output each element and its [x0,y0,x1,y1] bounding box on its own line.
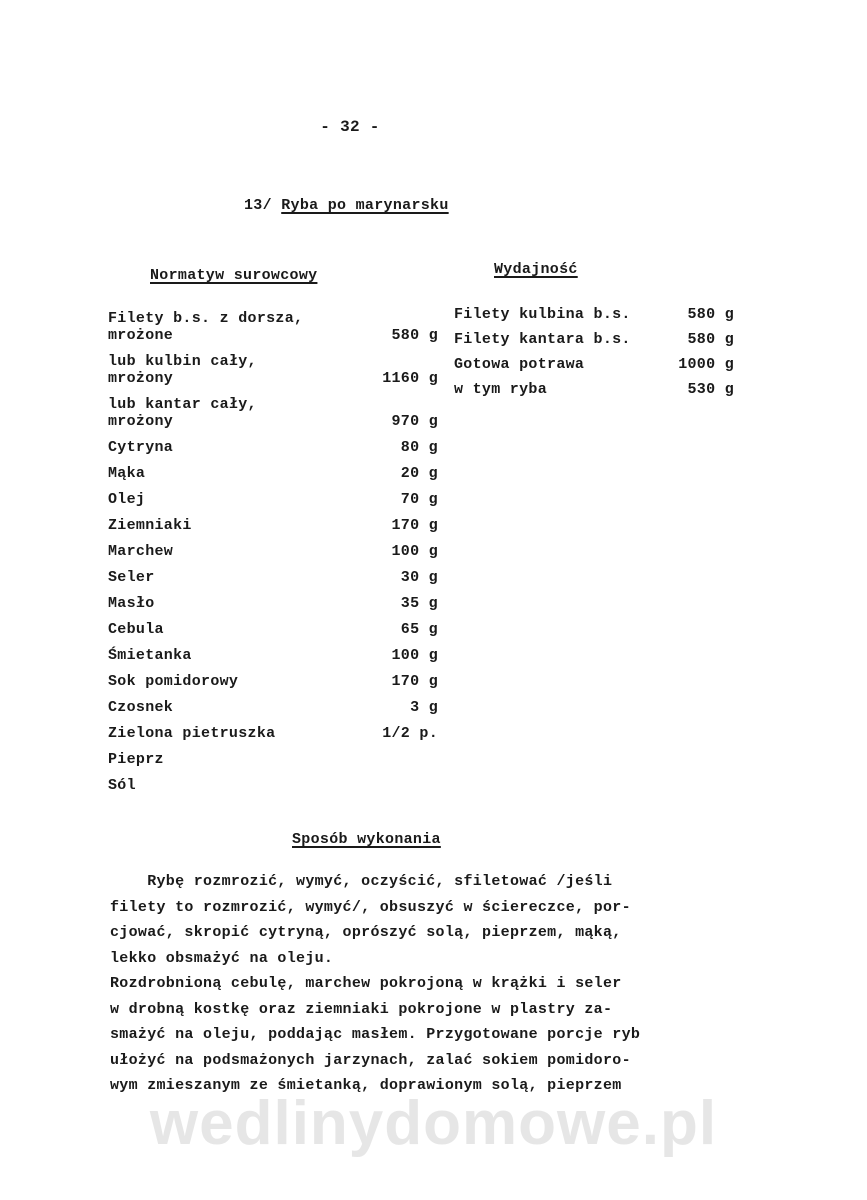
ingredient-amount: 35 g [400,595,438,612]
ingredient-name: Olej [108,491,146,508]
ingredient-row [108,621,438,638]
ingredient-amount: 170 g [391,517,438,534]
ingredient-name: Pieprz [108,751,164,768]
ingredient-row [108,569,438,586]
ingredient-amount: 100 g [391,543,438,560]
ingredient-row [108,517,438,534]
method-text [110,873,740,1103]
ingredient-amount: 80 g [400,439,438,456]
ingredient-amount: 3 g [410,699,438,716]
ingredient-amount: 1160 g [382,370,438,387]
ingredient-amount: 970 g [391,413,438,430]
ingredient-row [108,396,438,430]
ingredient-name: Sok pomidorowy [108,673,239,690]
ingredient-name: Masło [108,595,155,612]
ingredient-name: Zielona pietruszka [108,725,276,742]
ingredient-row [108,777,438,794]
recipe-number: 13/ [244,197,272,214]
ingredient-name: Czosnek [108,699,174,716]
ingredient-row [108,595,438,612]
ingredient-row [108,699,438,716]
yield-list [454,306,734,406]
yield-amount: 530 g [687,381,734,398]
ingredient-row [108,543,438,560]
watermark: wedlinydomowe.pl [149,1089,718,1158]
method-line: w drobną kostkę oraz ziemniaki pokrojone w plastry za- [110,1000,613,1018]
ingredient-name: Śmietanka [108,647,192,664]
yield-name: Filety kantara b.s. [454,331,631,348]
recipe-title [244,197,449,214]
ingredient-name: lub kulbin cały, mrożony [108,353,257,387]
ingredient-amount: 65 g [400,621,438,638]
ingredient-amount: 100 g [391,647,438,664]
yield-name: Gotowa potrawa [454,356,585,373]
yield-heading: Wydajność [494,261,578,278]
method-line: smażyć na oleju, poddając masłem. Przygotowane porcje ryb [110,1026,641,1043]
ingredient-row [108,647,438,664]
yield-row [454,306,734,323]
ingredient-name: Seler [108,569,155,586]
ingredient-name: Cebula [108,621,164,638]
yield-amount: 580 g [687,306,734,323]
ingredient-amount: 70 g [400,491,438,508]
ingredient-name: Mąka [108,465,146,482]
ingredient-row [108,673,438,690]
ingredient-row [108,310,438,344]
norm-heading: Normatyw surowcowy [150,267,318,284]
method-line: wym zmieszanym ze śmietanką, doprawionym solą, pieprzem [110,1077,622,1094]
ingredient-amount: 580 g [391,327,438,344]
recipe-name: Ryba po marynarsku [281,197,449,214]
ingredient-amount: 170 g [391,673,438,690]
ingredient-row [108,725,438,742]
page-number: - 32 - [320,118,380,136]
method-line: cjować, skropić cytryną, oprószyć solą, pieprzem, mąką, [110,924,622,941]
method-line: Rybę rozmrozić, wymyć, oczyścić, sfiletować /jeśli [110,873,613,890]
ingredient-name: Cytryna [108,439,174,456]
ingredient-name: lub kantar cały, mrożony [108,396,257,430]
ingredient-name: Filety b.s. z dorsza, mrożone [108,310,304,344]
yield-amount: 580 g [687,331,734,348]
ingredient-name: Ziemniaki [108,517,192,534]
ingredient-row [108,751,438,768]
ingredients-list [108,310,438,803]
ingredient-row [108,439,438,456]
method-heading: Sposób wykonania [292,831,441,848]
method-line: Rozdrobnioną cebulę, marchew pokrojoną w krążki i seler [110,975,622,992]
ingredient-amount: 20 g [400,465,438,482]
yield-row [454,356,734,373]
method-line: lekko obsmażyć na oleju. [110,949,334,967]
yield-amount: 1000 g [678,356,734,373]
yield-name: Filety kulbina b.s. [454,306,631,323]
ingredient-name: Marchew [108,543,174,560]
yield-name: w tym ryba [454,381,548,398]
ingredient-row [108,353,438,387]
ingredient-amount: 1/2 p. [382,725,438,742]
method-line: filety to rozmrozić, wymyć/, obsuszyć w ściereczce, por- [110,898,631,916]
yield-row [454,381,734,398]
ingredient-row [108,491,438,508]
method-line: ułożyć na podsmażonych jarzynach, zalać sokiem pomidoro- [110,1051,631,1069]
ingredient-row [108,465,438,482]
ingredient-name: Sól [108,777,136,794]
ingredient-amount: 30 g [400,569,438,586]
yield-row [454,331,734,348]
